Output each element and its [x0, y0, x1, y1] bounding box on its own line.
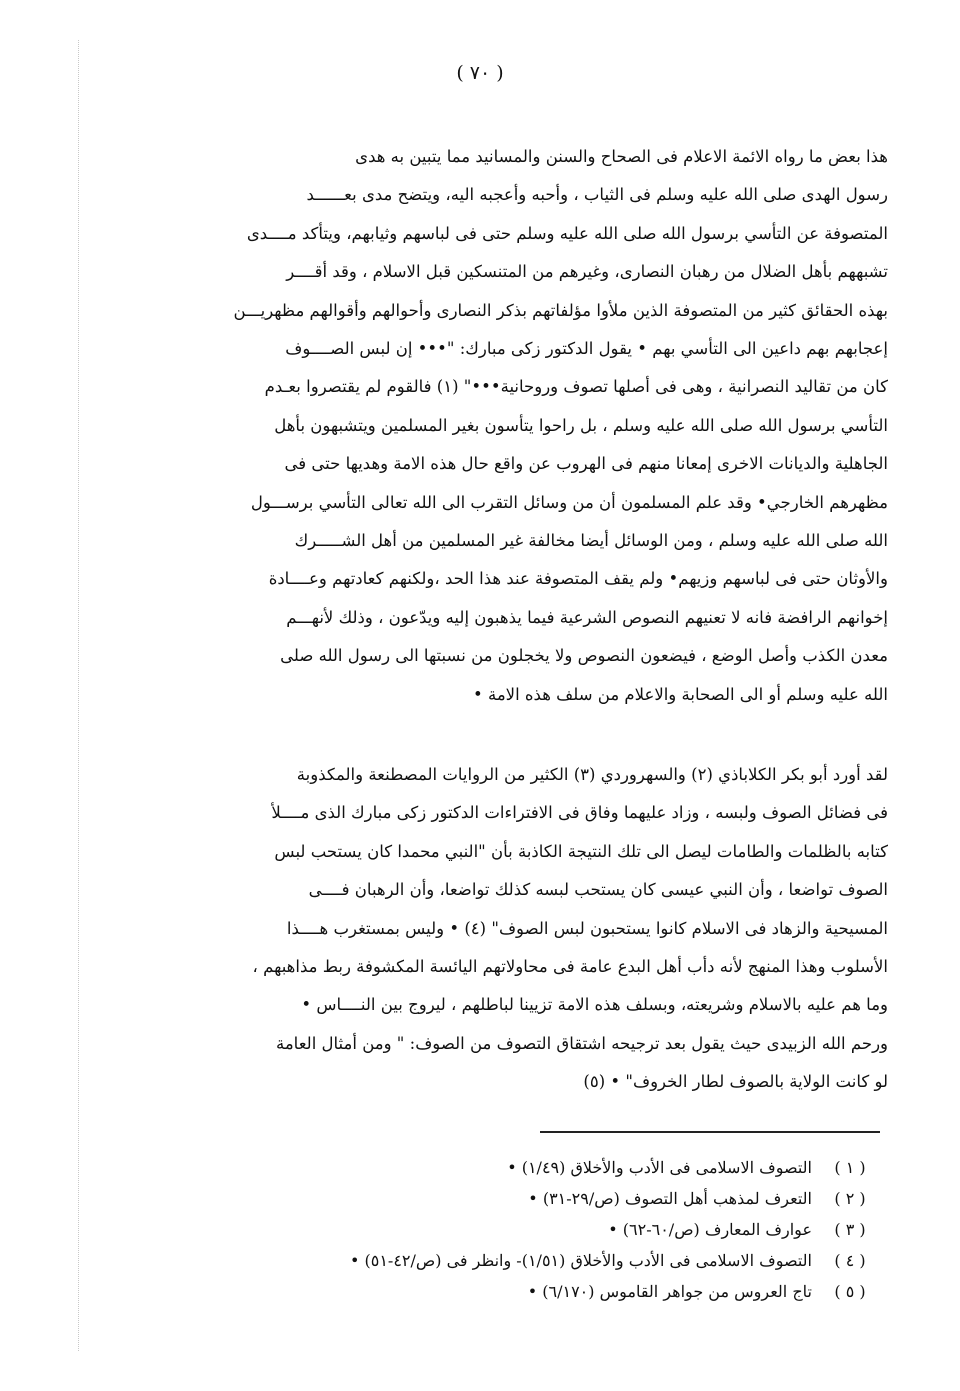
footnote-number: ( ٤ )	[834, 1251, 866, 1270]
text-line: لقد أورد أبو بكر الكلاباذي (٢) والسهروردي (٣) الكثير من الروايات المصطنعة والمكذوبة	[296, 765, 888, 784]
text-line: تشبههم بأهل الضلال من رهبان النصارى، وغيرهم من المتنسكين قبل الاسلام ، وقد أقــــر	[286, 262, 888, 282]
text-line: مظهرهم الخارجي• وقد علم المسلمون أن من وسائل التقرب الى الله تعالى التأسي برســـول	[250, 492, 888, 512]
footnote-item	[240, 1276, 880, 1307]
text-line: المتصوفة عن التأسي برسول الله صلى الله عليه وسلم حتى فى لباسهم وثيابهم، ويتأكد مــــدى	[246, 223, 888, 243]
footnote-number: ( ٣ )	[834, 1220, 866, 1239]
footnote-item	[240, 1214, 880, 1245]
page-number: ( ٧٠ )	[456, 62, 504, 84]
text-line: ورحم الله الزبيدى حيث يقول بعد ترجيحه اشتقاق التصوف من الصوف: " ومن أمثال العامة	[276, 1033, 888, 1053]
footnote-number: ( ١ )	[834, 1158, 866, 1177]
footnote-item	[240, 1183, 880, 1214]
text-line: الله صلى الله عليه وسلم ، ومن الوسائل أيضا مخالفة غير المسلمين من أهل الشـــــرك	[294, 531, 888, 551]
paragraph-2	[212, 756, 888, 1102]
footnote-text: تاج العروس من جواهر القاموس (٦/١٧٠) •	[527, 1282, 812, 1301]
footnote-number: ( ٥ )	[834, 1282, 866, 1301]
footnote-item	[240, 1152, 880, 1183]
text-line: الجاهلية والديانات الاخرى إمعانا منهم فى الهروب عن واقع حال هذه الامة وهديها حتى فى	[284, 454, 888, 474]
text-line: لو كانت الولاية بالصوف لطار الخروف" • (٥)	[583, 1072, 888, 1092]
footnote-text: التصوف الاسلامى فى الأدب والأخلاق (١/٤٩) •	[507, 1158, 812, 1177]
text-line: معدن الكذب وأصل الوضع ، فيضعون النصوص ولا يخجلون من نسبتها الى رسول الله صلى	[280, 646, 888, 666]
text-line: إخوانهم الرافضة فانه لا تعنيهم النصوص الشرعية فيما يذهبون إليه ويدّعون ، وذلك لأنهـــم	[286, 607, 888, 627]
text-line: بهذه الحقائق كثير من المتصوفة الذين ملأوا مؤلفاتهم بذكر النصارى وأحوالهم وأقوالهم مظهريـــن	[233, 300, 888, 320]
text-line: التأسي برسول الله صلى الله عليه وسلم ، بل راحوا يتأسون بغير المسلمين ويتشبهون بأهل	[274, 415, 888, 435]
footnote-divider	[540, 1131, 880, 1133]
text-line: كان من تقاليد النصرانية ، وهى فى أصلها تصوف وروحانية•••" (١) فالقوم لم يقتصروا بعـدم	[264, 377, 888, 397]
footnote-item	[240, 1245, 880, 1276]
scan-edge-mark	[78, 40, 80, 1351]
footnote-number: ( ٢ )	[834, 1189, 866, 1208]
text-line: إعجابهم بهم داعين الى التأسي بهم • يقول الدكتور زكى مبارك: "••• إن لبس الصــــوف	[285, 339, 888, 359]
text-line: الله عليه وسلم أو الى الصحابة والاعلام من سلف هذه الامة •	[473, 684, 888, 704]
text-line: الصوف تواضعا ، وأن النبي عيسى كان يستحب لبسه كذلك تواضعا، وأن الرهبان فــــى	[308, 880, 888, 900]
footnotes	[240, 1152, 880, 1307]
footnote-text: عوارف المعارف (ص/٦٠-٦٢) •	[608, 1220, 812, 1239]
footnote-text: التعرف لمذهب أهل التصوف (ص/٢٩-٣١) •	[528, 1189, 812, 1208]
text-line: والأوثان حتى فى لباسهم وزيهم• ولم يقف المتصوفة عند هذا الحد ،ولكنهم كعادتهم وعــــادة	[268, 569, 888, 589]
text-line: الأسلوب وهذا المنهج لأنه دأب أهل البدع عامة فى محاولاتهم اليائسة المكشوفة ربط مذاهبهم ،	[252, 957, 888, 977]
footnote-text: التصوف الاسلامى فى الأدب والأخلاق (١/٥١)- وانظر فى (ص/٤٢-٥١) •	[349, 1251, 812, 1270]
text-line: فى فضائل الصوف ولبسه ، وزاد عليهما وفاق فى الافتراءات الدكتور زكى مبارك الذى مــــلأ	[271, 803, 888, 823]
text-line: كتابه بالظلمات والطامات ليصل الى تلك النتيجة الكاذبة بأن "النبي محمدا كان يستحب لبس	[274, 841, 888, 861]
text-line: رسول الهدى صلى الله عليه وسلم فى الثياب ، وأحبه وأعجبه اليه، ويتضح مدى بعــــــد	[306, 185, 888, 205]
text-line: وما هم عليه بالاسلام وشريعته، وبسلف هذه الامة تزيينا لباطلهم ، ليروج بين النــــاس •	[301, 995, 888, 1015]
text-line: هذا بعض ما رواه الائمة الاعلام فى الصحاح والسنن والمسانيد مما يتبين به هدى	[355, 147, 888, 166]
paragraph-1	[212, 138, 888, 714]
text-line: المسيحية والزهاد فى الاسلام كانوا يستحبون لبس الصوف" (٤) • وليس بمستغرب هــــذا	[286, 918, 888, 938]
